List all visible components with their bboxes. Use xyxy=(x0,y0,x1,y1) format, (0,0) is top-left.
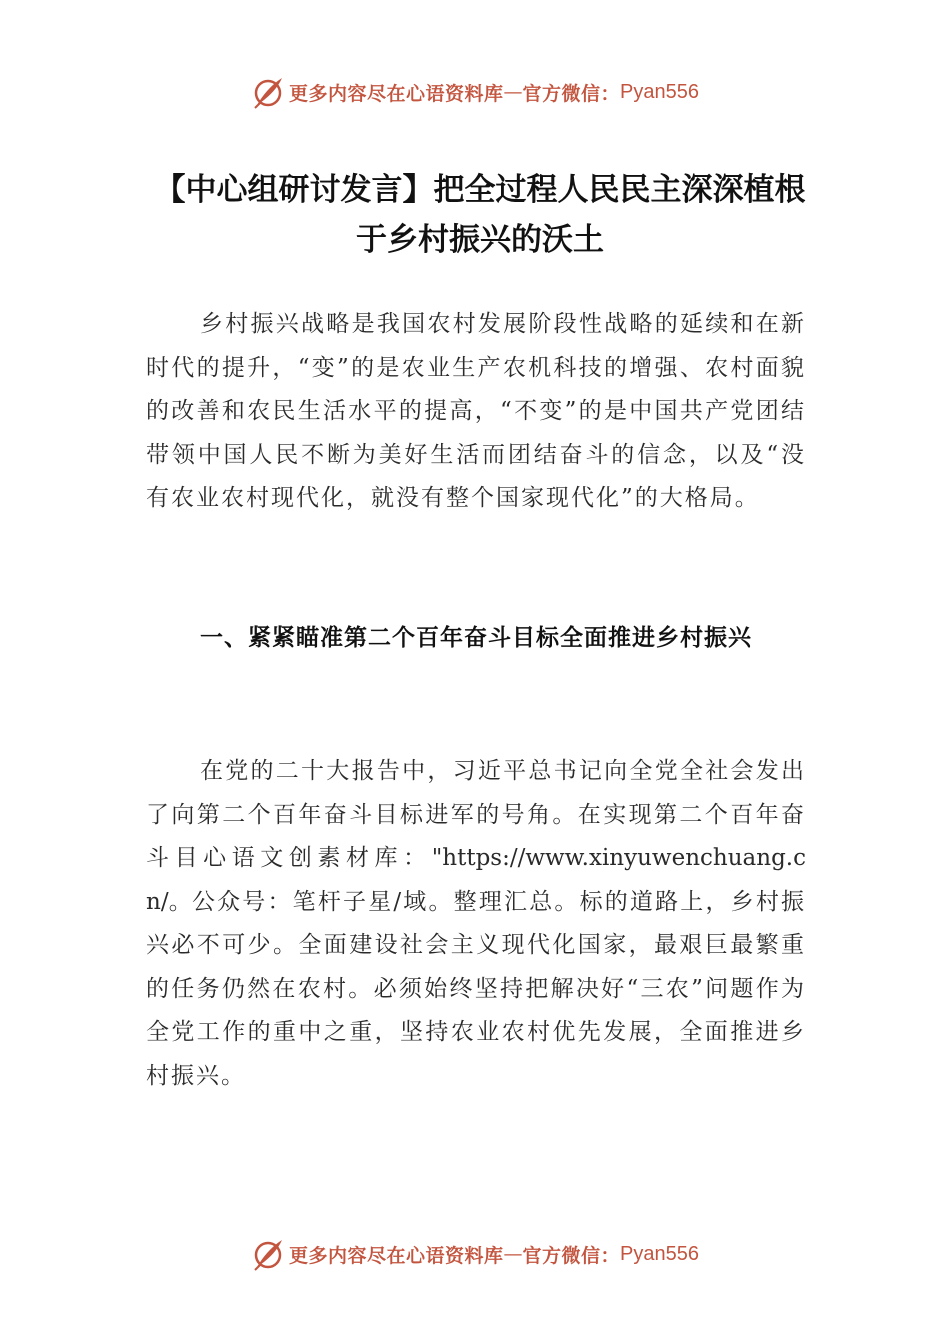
quill-logo-icon xyxy=(251,1237,285,1271)
banner-site-name: 更多内容尽在心语资料库 xyxy=(289,1244,504,1267)
banner-site-name: 更多内容尽在心语资料库 xyxy=(289,82,504,105)
banner-wechat-label: 官方微信： xyxy=(522,1244,621,1267)
website-url: "https://www.xinyuwenchuang.cn/。 xyxy=(146,845,806,915)
paragraph-intro: 乡村振兴战略是我国农村发展阶段性战略的延续和在新时代的提升，“变”的是农业生产农机科技的增强、农村面貌的改善和农民生活水平的提高，“不变”的是中国共产党团结带领中国人民不断为美好生活而团结奋斗的信念，以及“没有农业农村现代化，就没有整个国家现代化”的大格局。 xyxy=(146,311,806,511)
header-banner xyxy=(0,72,950,112)
banner-wechat-id: Pyan556 xyxy=(620,1242,699,1265)
banner-separator: — xyxy=(503,81,523,103)
banner-wechat-id: Pyan556 xyxy=(620,80,699,103)
banner-separator: — xyxy=(503,1243,523,1265)
banner-wechat-label: 官方微信： xyxy=(522,82,621,105)
document-title: 【中心组研讨发言】把全过程人民民主深深植根于乡村振兴的沃土 xyxy=(154,172,806,258)
quill-logo-icon xyxy=(251,75,285,109)
footer-banner xyxy=(0,1234,950,1274)
paragraph-text-part-1: 在党的二十大报告中，习近平总书记向全党全社会发出了向第二个百年奋斗目标进军的号角。在实现第二个百年奋斗目心语文创素材库： xyxy=(146,758,806,871)
section-heading-1: 一、紧紧瞄准第二个百年奋斗目标全面推进乡村振兴 xyxy=(200,625,752,651)
paragraph-text-part-2: 公众号：笔杆子星/域。整理汇总。标的道路上，乡村振兴必不可少。全面建设社会主义现代化国家，最艰巨最繁重的任务仍然在农村。必须始终坚持把解决好“三农”问题作为全党工作的重中之重，坚持农业农村优先发展，全面推进乡村振兴。 xyxy=(146,888,807,1089)
paragraph-section-1 xyxy=(146,750,806,1098)
